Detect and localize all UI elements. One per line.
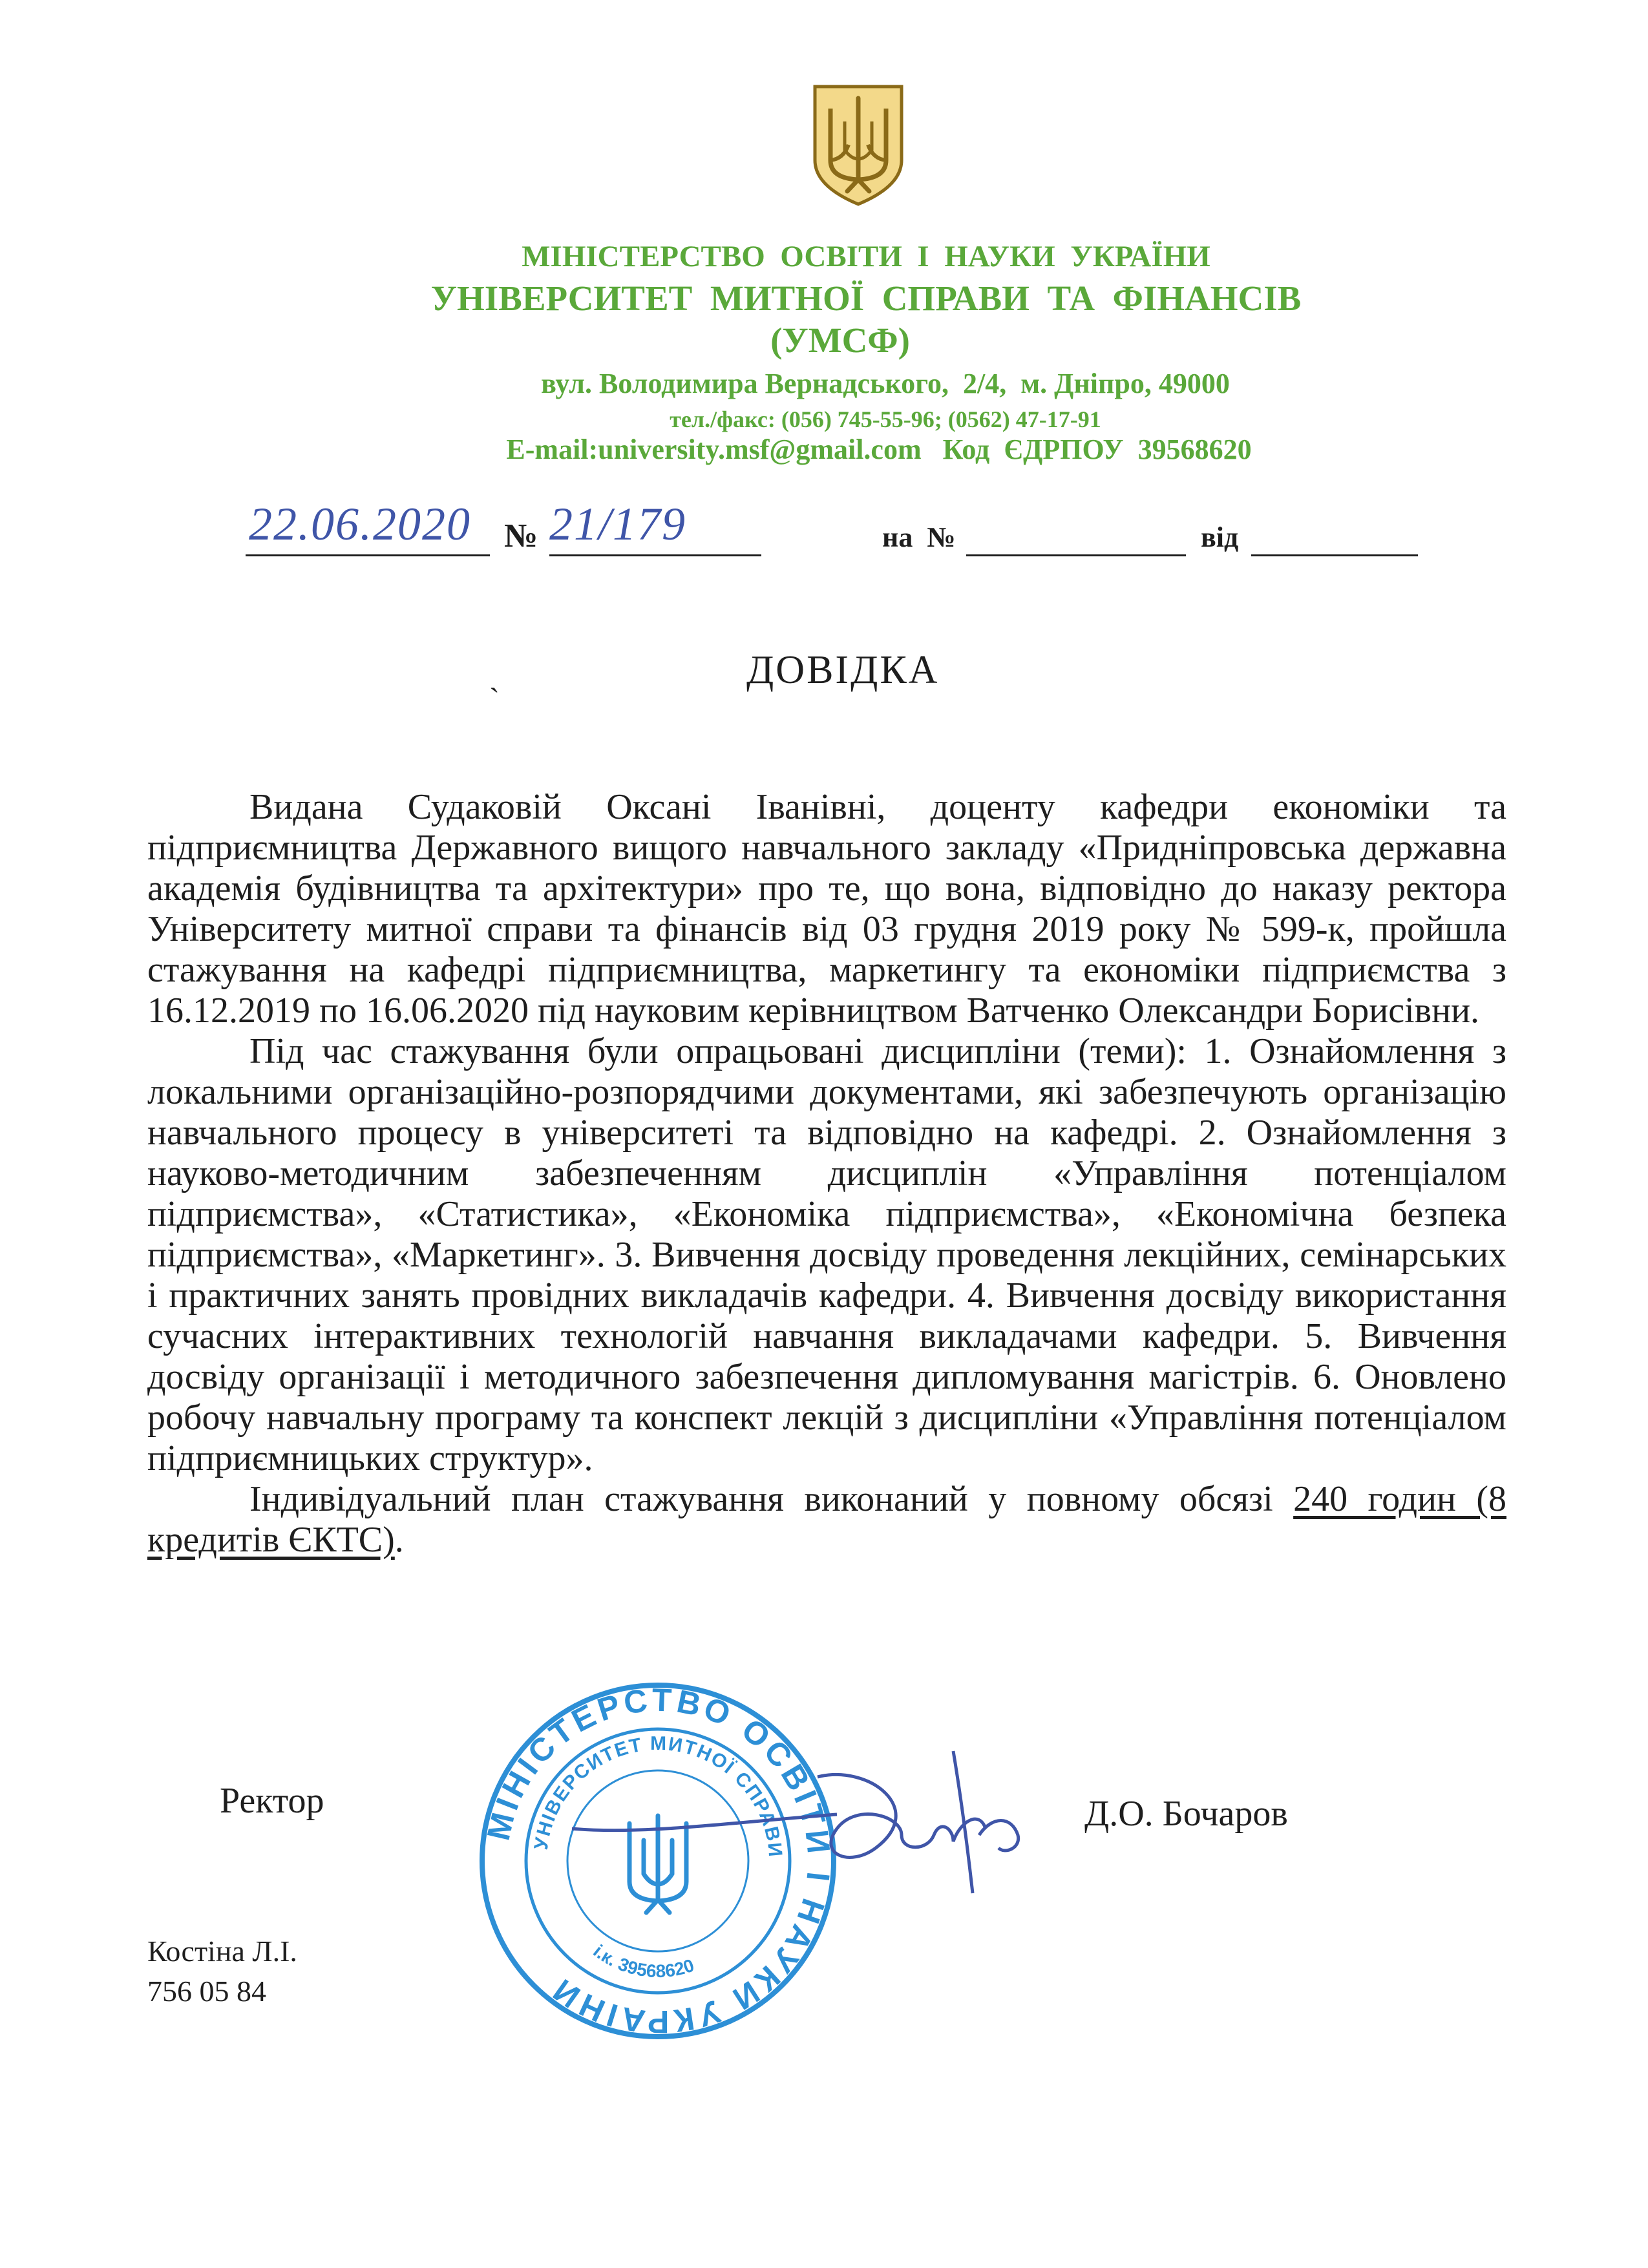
executor-name: Костіна Л.І. (147, 1935, 297, 1968)
executor-phone: 756 05 84 (147, 1975, 266, 2008)
handwritten-number: 21/179 (549, 498, 687, 550)
number-sign: № (504, 518, 538, 554)
signature-icon (565, 1738, 1057, 1906)
reply-date-underline (1251, 554, 1418, 556)
header-email-code: E-mail:university.msf@gmail.com Код ЄДРПОУ 39568620 (506, 434, 1252, 465)
plan-text: Індивідуальний план стажування виконаний у повному обсязі (249, 1479, 1294, 1519)
svg-text:і.к. 39568620 (589, 1941, 697, 1981)
paragraph-issued-to: Видана Судаковій Оксані Іванівні, доценту кафедри економіки та підприємництва Державного вищого навчального закладу «Придніпровська державна академія будівництва та архітектури» про те, що вона, відповідно до наказу ректора Університету митної справи та фінансів від 03 грудня 2019 року № 599-к, пройшла стажування на кафедрі підприємництва, маркетингу та економіки підприємства з 16.12.2019 по 16.06.2020 під науковим керівництвом Ватченко Олександри Борисівни. (147, 787, 1506, 1031)
header-abbreviation: (УМСФ) (770, 320, 910, 360)
handwritten-date: 22.06.2020 (249, 498, 471, 550)
trident-coat-of-arms-icon (811, 83, 905, 207)
paragraph-plan (147, 1479, 1506, 1560)
document-title: ДОВІДКА (746, 648, 940, 692)
small-mark: ˎ (489, 658, 500, 693)
signatory-name: Д.О. Бочаров (1084, 1794, 1288, 1834)
stamp-inner-text: УНІВЕРСИТЕТ МИТНОЇ СПРАВИ (530, 1732, 787, 1859)
header-university: УНІВЕРСИТЕТ МИТНОЇ СПРАВИ ТА ФІНАНСІВ (430, 278, 1302, 318)
stamp-outer-text: МІНІСТЕРСТВО ОСВІТИ І НАУКИ УКРАЇНИ (480, 1681, 838, 2041)
plan-hours: 240 годин (8 кредитів ЄКТС) (147, 1479, 1506, 1560)
reply-to-label: на № (882, 521, 956, 553)
number-underline (549, 554, 761, 556)
coat-of-arms-emblem (811, 83, 905, 207)
reply-from-label: від (1201, 521, 1239, 553)
header-phone: тел./факс: (056) 745-55-96; (0562) 47-17-91 (670, 406, 1101, 432)
reply-number-underline (966, 554, 1186, 556)
document-body (147, 787, 1506, 1560)
paragraph-disciplines: Під час стажування були опрацьовані дисципліни (теми): 1. Ознайомлення з локальними організаційно-розпорядчими документами, які забезпечують організацію навчального процесу в університеті та відповідно на кафедрі. 2. Ознайомлення з науково-методичним забезпеченням дисциплін «Управління потенціалом підприємства», «Статистика», «Економіка підприємства», «Економічна безпека підприємства», «Маркетинг». 3. Вивчення досвіду проведення лекційних, семінарських і практичних занять провідних викладачів кафедри. 4. Вивчення досвіду використання сучасних інтерактивних технологій навчання викладачами кафедри. 5. Вивчення досвіду організації і методичного забезпечення дипломування магістрів. 6. Оновлено робочу навчальну програму та конспект лекцій з дисципліни «Управління потенціалом підприємницьких структур». (147, 1031, 1506, 1478)
handwritten-signature (565, 1738, 1057, 1906)
signatory-role: Ректор (220, 1781, 324, 1821)
header-ministry: МІНІСТЕРСТВО ОСВІТИ І НАУКИ УКРАЇНИ (522, 240, 1210, 273)
plan-end: . (394, 1520, 404, 1560)
date-underline (246, 554, 490, 556)
header-address: вул. Володимира Вернадського, 2/4, м. Дніпро, 49000 (541, 368, 1230, 399)
stamp-code-text: і.к. 39568620 (589, 1940, 697, 1982)
